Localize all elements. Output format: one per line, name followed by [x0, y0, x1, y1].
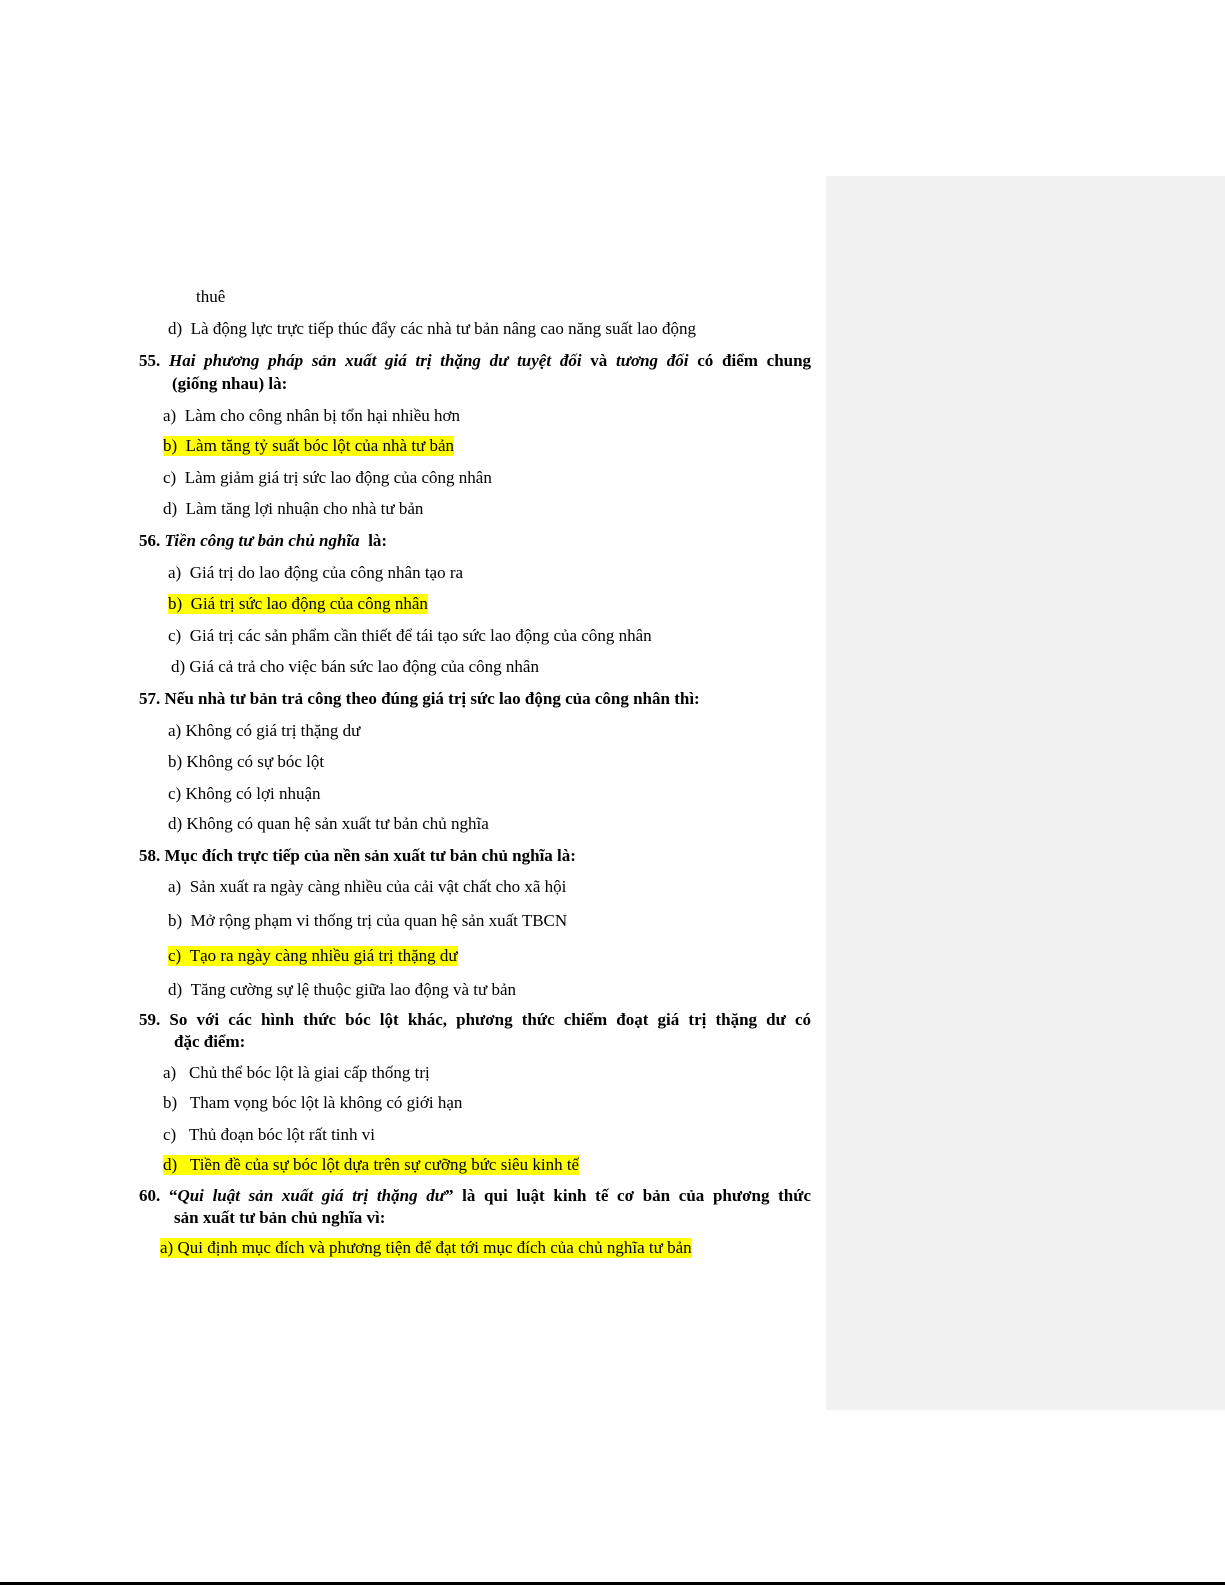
- option-letter: d): [168, 319, 183, 338]
- question-text-1: và: [590, 351, 608, 370]
- question-italic-1: Hai phương pháp sản xuất giá trị thặng dư tuyệt đối: [169, 351, 582, 370]
- question-text: So với các hình thức bóc lột khác, phương thức chiếm đoạt giá trị thặng dư có: [169, 1010, 811, 1029]
- question-59-line2: đặc điểm:: [174, 1032, 246, 1051]
- q55-option-d: d) Làm tăng lợi nhuận cho nhà tư bản: [163, 499, 424, 518]
- question-56: [139, 531, 387, 551]
- q57-option-c: c) Không có lợi nhuận: [168, 784, 321, 803]
- question-57: [139, 689, 700, 709]
- q56-option-a: a) Giá trị do lao động của công nhân tạo ra: [168, 563, 464, 582]
- question-number: 55.: [139, 351, 161, 370]
- q55-option-b-highlighted: b) Làm tăng tỷ suất bóc lột của nhà tư bản: [163, 436, 455, 455]
- q57-option-d: d) Không có quan hệ sản xuất tư bản chủ nghĩa: [168, 814, 489, 833]
- question-60-line1: 60. “Qui luật sản xuất giá trị thặng dư” là qui luật kinh tế cơ bản của phương thức: [139, 1186, 812, 1205]
- q55-option-a: a) Làm cho công nhân bị tổn hại nhiều hơn: [163, 406, 460, 425]
- q60-option-a-highlighted: a) Qui định mục đích và phương tiện để đạt tới mục đích của chủ nghĩa tư bản: [160, 1238, 692, 1257]
- question-58: [139, 846, 576, 866]
- question-59-line1: [139, 1010, 811, 1030]
- question-number: 59.: [139, 1010, 161, 1029]
- option-text: Là động lực trực tiếp thúc đẩy các nhà tư bản nâng cao năng suất lao động: [190, 319, 697, 338]
- question-text: là qui luật kinh tế cơ bản của phương thức: [462, 1186, 812, 1205]
- q59-option-a: a) Chủ thể bóc lột là giai cấp thống trị: [163, 1063, 430, 1082]
- q58-option-c-highlighted: c) Tạo ra ngày càng nhiều giá trị thặng dư: [168, 946, 458, 965]
- q58-option-a: a) Sản xuất ra ngày càng nhiều của cải vật chất cho xã hội: [168, 877, 567, 896]
- question-text-2: có điểm chung: [697, 351, 812, 370]
- q58-option-b: b) Mở rộng phạm vi thống trị của quan hệ sản xuất TBCN: [168, 911, 568, 930]
- comment-pane: [826, 176, 1225, 1410]
- question-text: là:: [368, 531, 388, 550]
- q57-option-a: a) Không có giá trị thặng dư: [168, 721, 361, 740]
- question-55-line2: (giống nhau) là:: [172, 374, 288, 393]
- question-number: 58.: [139, 846, 161, 865]
- q59-option-c: c) Thủ đoạn bóc lột rất tinh vi: [163, 1125, 375, 1144]
- q59-option-b: b) Tham vọng bóc lột là không có giới hạn: [163, 1093, 463, 1112]
- question-60-line2: sản xuất tư bản chủ nghĩa vì:: [174, 1208, 386, 1227]
- question-number: 57.: [139, 689, 161, 708]
- continued-line: thuê: [196, 287, 226, 306]
- question-italic-2: tương đối: [616, 351, 689, 370]
- q56-option-b-highlighted: b) Giá trị sức lao động của công nhân: [168, 594, 428, 613]
- question-55-line1: [139, 351, 811, 371]
- q56-option-d: d) Giá cả trả cho việc bán sức lao động của công nhân: [171, 657, 539, 676]
- prev-option-d: [168, 319, 696, 339]
- q58-option-d: d) Tăng cường sự lệ thuộc giữa lao động và tư bản: [168, 980, 516, 999]
- question-text: Nếu nhà tư bản trả công theo đúng giá trị sức lao động của công nhân thì:: [164, 689, 700, 708]
- question-text: Mục đích trực tiếp của nền sản xuất tư bản chủ nghĩa là:: [164, 846, 576, 865]
- q56-option-c: c) Giá trị các sản phẩm cần thiết để tái tạo sức lao động của công nhân: [168, 626, 652, 645]
- question-italic: Qui luật sản xuất giá trị thặng dư: [177, 1186, 445, 1205]
- q59-option-d-highlighted: d) Tiền đề của sự bóc lột dựa trên sự cưỡng bức siêu kinh tế: [163, 1155, 580, 1174]
- question-italic: Tiền công tư bản chủ nghĩa: [164, 531, 360, 550]
- q57-option-b: b) Không có sự bóc lột: [168, 752, 325, 771]
- question-number: 60.: [139, 1186, 161, 1205]
- question-number: 56.: [139, 531, 161, 550]
- q55-option-c: c) Làm giảm giá trị sức lao động của công nhân: [163, 468, 492, 487]
